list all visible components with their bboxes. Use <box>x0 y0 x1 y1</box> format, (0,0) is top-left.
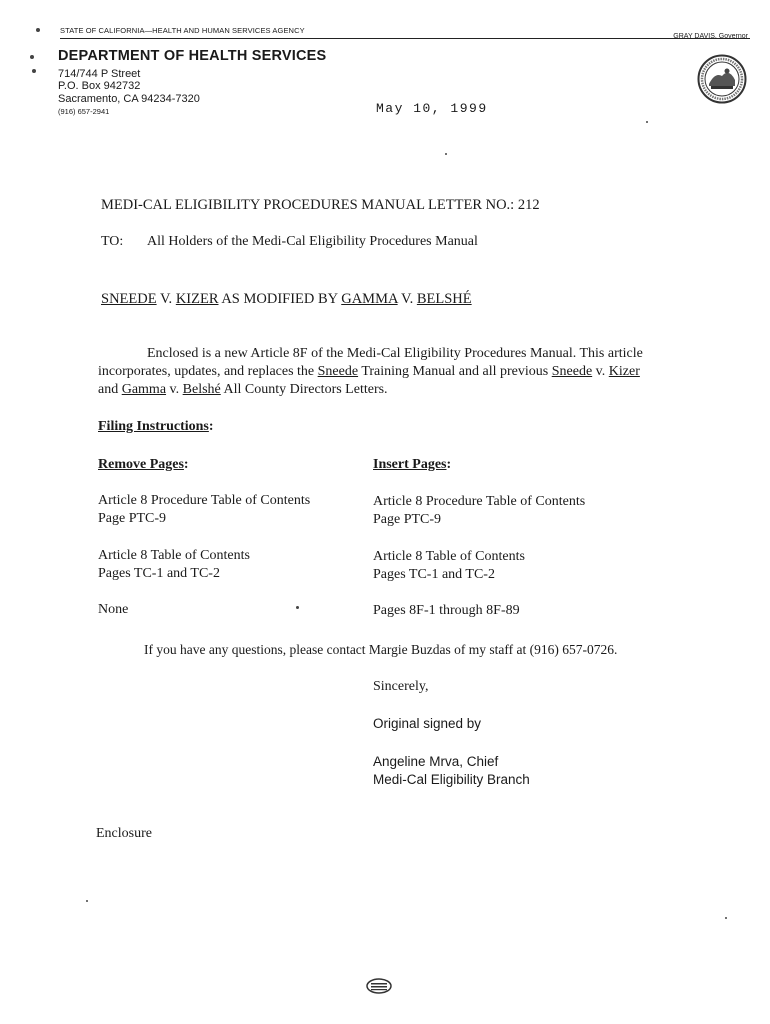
address-line-1: 714/744 P Street <box>58 68 141 80</box>
remove-heading-text: Remove Pages <box>98 457 184 472</box>
scan-speck <box>30 55 34 59</box>
paragraph-line-3 <box>98 381 388 399</box>
insert-heading-colon: : <box>446 457 452 472</box>
subject-sneede: SNEEDE <box>101 291 157 307</box>
paragraph-line-1: Enclosed is a new Article 8F of the Medi-Cal Eligibility Procedures Manual. This article <box>147 346 643 361</box>
governor-name: GRAY DAVIS, Governor <box>673 33 748 40</box>
phone-number: (916) 657-2941 <box>58 107 110 116</box>
paragraph-sneede: Sneede <box>551 364 593 379</box>
state-agency-line: STATE OF CALIFORNIA—HEALTH AND HUMAN SERVICES AGENCY <box>60 26 305 35</box>
original-signed-note: Original signed by <box>373 716 482 731</box>
recycled-paper-icon <box>366 978 392 994</box>
remove-item-2-line-1: Article 8 Table of Contents <box>98 548 250 563</box>
remove-item-3: None <box>98 602 129 617</box>
subject-line <box>101 290 472 308</box>
remove-heading-colon: : <box>183 457 189 472</box>
subject-kizer: KIZER <box>175 291 219 307</box>
paragraph-line-2 <box>98 363 640 381</box>
paragraph-text: and <box>98 382 122 397</box>
insert-item-1-line-2: Page PTC-9 <box>373 512 442 527</box>
state-seal-icon <box>697 54 747 104</box>
to-recipients: All Holders of the Medi-Cal Eligibility Procedures Manual <box>147 234 478 249</box>
paragraph-text: Training Manual and all previous <box>358 364 552 379</box>
to-label: TO: <box>101 234 124 249</box>
paragraph-kizer: Kizer <box>608 364 640 379</box>
subject-belshe: BELSHÉ <box>416 291 472 307</box>
insert-item-2-line-1: Article 8 Table of Contents <box>373 549 525 564</box>
insert-item-3: Pages 8F-1 through 8F-89 <box>373 603 520 618</box>
address-line-2: P.O. Box 942732 <box>58 80 141 92</box>
scan-speck <box>646 121 648 123</box>
remove-item-1-line-2: Page PTC-9 <box>98 511 167 526</box>
subject-v1: V. <box>156 291 176 307</box>
questions-line: If you have any questions, please contact Margie Buzdas of my staff at (916) 657-0726. <box>144 642 618 657</box>
insert-item-1-line-1: Article 8 Procedure Table of Contents <box>373 494 586 509</box>
paragraph-belshe: Belshé <box>182 382 221 397</box>
remove-pages-heading <box>98 456 189 474</box>
paragraph-text: v. <box>166 382 183 397</box>
insert-pages-heading <box>373 456 451 474</box>
letterhead-rule <box>60 38 750 39</box>
scan-speck <box>445 153 447 155</box>
subject-gamma: GAMMA <box>341 291 398 307</box>
insert-item-2-line-2: Pages TC-1 and TC-2 <box>373 567 495 582</box>
filing-heading-colon: : <box>208 419 214 434</box>
subject-v2: V. <box>397 291 417 307</box>
paragraph-text: incorporates, updates, and replaces the <box>98 364 318 379</box>
insert-heading-text: Insert Pages <box>373 457 447 472</box>
paragraph-sneede: Sneede <box>317 364 359 379</box>
letter-date: May 10, 1999 <box>376 101 488 116</box>
signer-name: Angeline Mrva, Chief <box>373 754 499 769</box>
paragraph-text: v. <box>592 364 609 379</box>
subject-mid: AS MODIFIED BY <box>218 291 342 307</box>
filing-heading-text: Filing Instructions <box>98 419 209 434</box>
filing-instructions-heading <box>98 418 214 436</box>
scan-speck <box>36 28 40 32</box>
scan-speck <box>296 606 299 609</box>
address-line-3: Sacramento, CA 94234-7320 <box>58 93 200 105</box>
paragraph-gamma: Gamma <box>121 382 167 397</box>
signer-title: Medi-Cal Eligibility Branch <box>373 772 530 787</box>
enclosure-note: Enclosure <box>96 826 152 841</box>
scan-speck <box>86 900 88 902</box>
scan-speck <box>32 69 36 73</box>
department-name: DEPARTMENT OF HEALTH SERVICES <box>58 48 327 64</box>
remove-item-2-line-2: Pages TC-1 and TC-2 <box>98 566 220 581</box>
letter-number: MEDI-CAL ELIGIBILITY PROCEDURES MANUAL LETTER NO.: 212 <box>101 197 540 213</box>
paragraph-text: All County Directors Letters. <box>220 382 388 397</box>
scan-speck <box>725 917 727 919</box>
remove-item-1-line-1: Article 8 Procedure Table of Contents <box>98 493 311 508</box>
closing: Sincerely, <box>373 679 429 694</box>
